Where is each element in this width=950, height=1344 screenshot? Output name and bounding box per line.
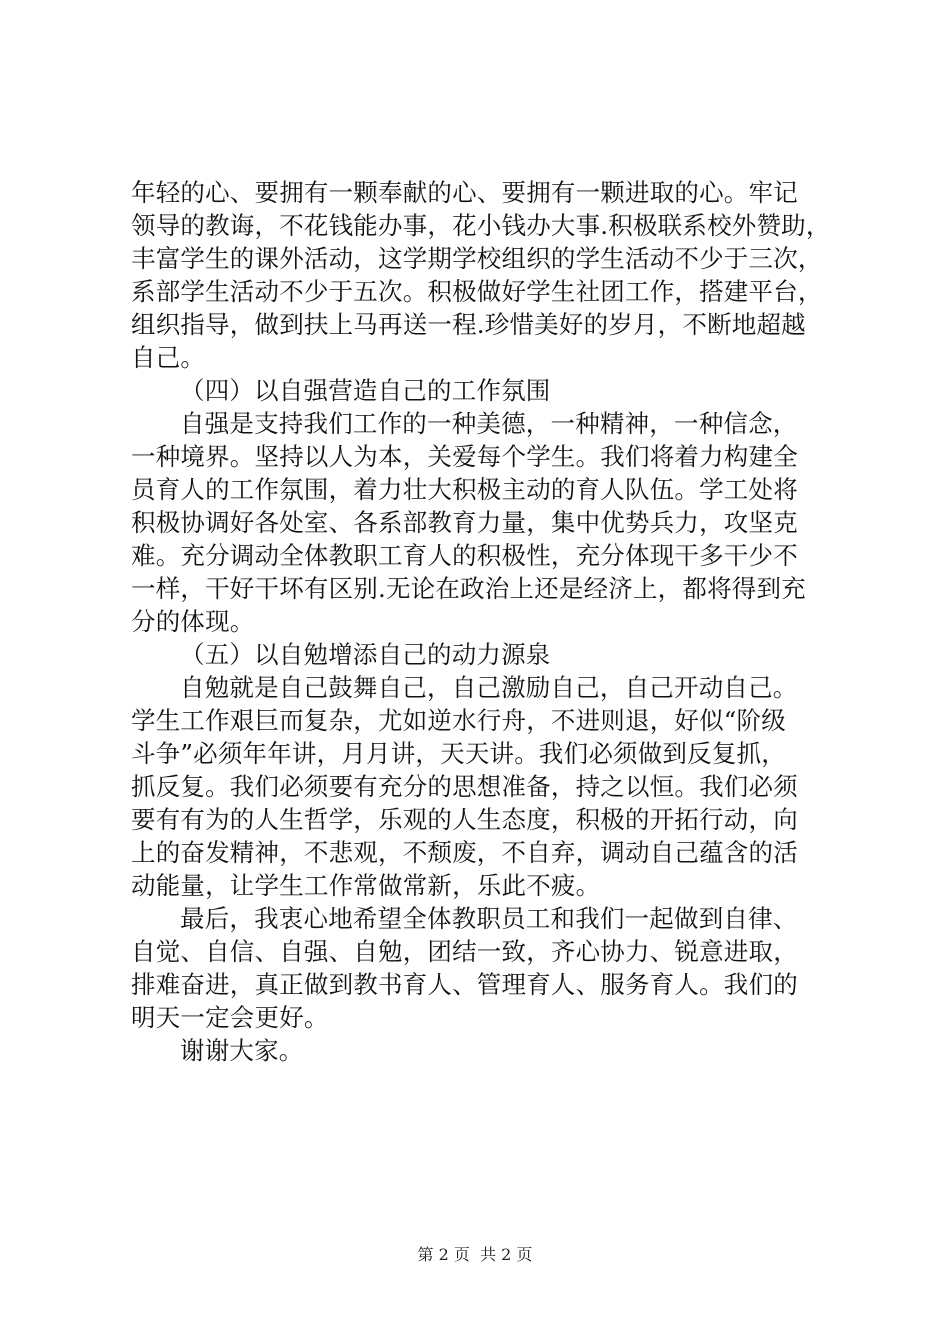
text-line: 难。充分调动全体教职工育人的积极性，充分体现干多干少不 bbox=[131, 541, 798, 570]
closing-line: 谢谢大家。 bbox=[180, 1036, 304, 1065]
page-footer bbox=[0, 1245, 950, 1265]
text-line: 积极协调好各处室、各系部教育力量，集中优势兵力，攻坚克 bbox=[131, 508, 798, 537]
text-line: 一种境界。坚持以人为本，关爱每个学生。我们将着力构建全 bbox=[131, 442, 798, 471]
text-line: 动能量，让学生工作常做常新，乐此不疲。 bbox=[131, 871, 601, 900]
text-line: 抓反复。我们必须要有充分的思想准备，持之以恒。我们必须 bbox=[131, 772, 798, 801]
text-line: 自勉就是自己鼓舞自己，自己激励自己，自己开动自己。 bbox=[180, 673, 798, 702]
text-line: 丰富学生的课外活动，这学期学校组织的学生活动不少于三次， bbox=[131, 244, 823, 273]
text-line: 最后，我衷心地希望全体教职员工和我们一起做到自律、 bbox=[180, 904, 798, 933]
text-line: 自己。 bbox=[131, 343, 206, 372]
text-line: 领导的教诲，不花钱能办事，花小钱办大事.积极联系校外赞助， bbox=[131, 211, 831, 240]
text-line: 自觉、自信、自强、自勉，团结一致，齐心协力、锐意进取， bbox=[131, 937, 798, 966]
text-line: 分的体现。 bbox=[131, 607, 255, 636]
text-line: 自强是支持我们工作的一种美德，一种精神，一种信念， bbox=[180, 409, 798, 438]
text-line: 要有有为的人生哲学，乐观的人生态度，积极的开拓行动，向 bbox=[131, 805, 798, 834]
text-line: 排难奋进，真正做到教书育人、管理育人、服务育人。我们的 bbox=[131, 970, 798, 999]
text-line: 上的奋发精神，不悲观，不颓废，不自弃，调动自己蕴含的活 bbox=[131, 838, 798, 867]
page-number-label: 第 2 页 共 2 页 bbox=[417, 1245, 533, 1264]
text-line: 学生工作艰巨而复杂，尤如逆水行舟，不进则退，好似“阶级 bbox=[131, 706, 786, 735]
text-line: 明天一定会更好。 bbox=[131, 1003, 329, 1032]
text-line: 年轻的心、要拥有一颗奉献的心、要拥有一颗进取的心。牢记 bbox=[131, 178, 798, 207]
text-line: 一样，干好干坏有区别.无论在政治上还是经济上，都将得到充 bbox=[131, 574, 806, 603]
section-heading: （四）以自强营造自己的工作氛围 bbox=[180, 376, 551, 405]
text-line: 员育人的工作氛围，着力壮大积极主动的育人队伍。学工处将 bbox=[131, 475, 798, 504]
text-line: 组织指导，做到扶上马再送一程.珍惜美好的岁月，不断地超越 bbox=[131, 310, 806, 339]
section-heading: （五）以自勉增添自己的动力源泉 bbox=[180, 640, 551, 669]
document-body bbox=[131, 176, 831, 1067]
text-line: 斗争”必须年年讲，月月讲，天天讲。我们必须做到反复抓， bbox=[131, 739, 786, 768]
text-line: 系部学生活动不少于五次。积极做好学生社团工作，搭建平台， bbox=[131, 277, 823, 306]
